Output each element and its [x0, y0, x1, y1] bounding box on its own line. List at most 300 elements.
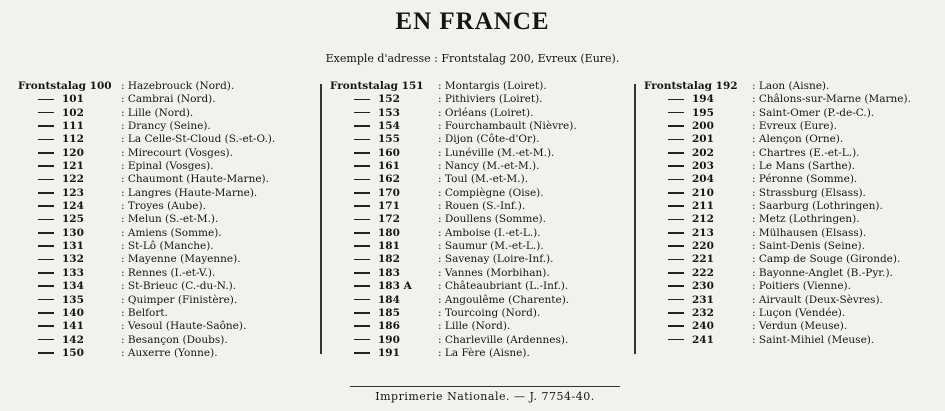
ditto-dash — [668, 205, 684, 207]
ditto-dash — [668, 125, 684, 127]
stalag-entry — [644, 107, 944, 120]
ditto-dash — [668, 325, 684, 327]
stalag-entry — [18, 187, 318, 200]
stalag-number: 222 — [692, 266, 714, 279]
ditto-mark — [18, 253, 121, 266]
stalag-entry — [644, 294, 944, 307]
stalag-entry — [330, 160, 630, 173]
stalag-location: : Strassburg (Elsass). — [752, 186, 866, 199]
stalag-entry — [18, 160, 318, 173]
column-divider — [634, 84, 636, 354]
stalag-number: 211 — [692, 200, 714, 213]
stalag-entry — [330, 200, 630, 213]
stalag-entry — [644, 80, 944, 93]
stalag-location: : Camp de Souge (Gironde). — [752, 253, 901, 266]
stalag-number: 134 — [62, 280, 84, 293]
stalag-number: 130 — [62, 226, 84, 239]
stalag-number: 210 — [692, 186, 714, 199]
stalag-location: : Quimper (Finistère). — [121, 293, 238, 306]
ditto-dash — [668, 285, 684, 287]
stalag-location: : Angoulême (Charente). — [438, 293, 570, 306]
column-2 — [330, 80, 630, 360]
stalag-number: 132 — [62, 253, 84, 266]
ditto-mark — [330, 160, 438, 173]
ditto-mark — [644, 213, 752, 226]
stalag-number: 213 — [692, 226, 714, 239]
stalag-entry — [18, 147, 318, 160]
stalag-location: : Verdun (Meuse). — [752, 320, 848, 333]
stalag-location: : Drancy (Seine). — [121, 120, 211, 133]
stalag-number: 191 — [378, 346, 400, 359]
stalag-number: 185 — [378, 306, 400, 319]
stalag-number: 152 — [378, 93, 400, 106]
stalag-location: : Saint-Omer (P.-de-C.). — [752, 106, 875, 119]
stalag-entry — [18, 267, 318, 280]
stalag-location: : Lunéville (M.-et-M.). — [438, 146, 555, 159]
stalag-location: : Langres (Haute-Marne). — [121, 186, 258, 199]
stalag-location: : Saumur (M.-et-L.). — [438, 240, 544, 253]
stalag-number: 232 — [692, 306, 714, 319]
stalag-entry — [644, 267, 944, 280]
stalag-number: 141 — [62, 320, 84, 333]
stalag-number: 124 — [62, 200, 84, 213]
stalag-entry — [18, 200, 318, 213]
ditto-dash — [38, 165, 54, 167]
ditto-mark — [330, 187, 438, 200]
stalag-entry — [644, 120, 944, 133]
stalag-location: : Pithiviers (Loiret). — [438, 93, 543, 106]
ditto-dash — [668, 339, 684, 341]
ditto-dash — [38, 325, 54, 327]
stalag-entry — [330, 253, 630, 266]
stalag-location: : Poitiers (Vienne). — [752, 280, 851, 293]
stalag-entry — [18, 120, 318, 133]
stalag-location: : Belfort. — [121, 306, 168, 319]
stalag-number: 171 — [378, 200, 400, 213]
ditto-dash — [38, 285, 54, 287]
ditto-dash — [38, 179, 54, 181]
stalag-location: : Saint-Denis (Seine). — [752, 240, 865, 253]
stalag-entry — [644, 307, 944, 320]
stalag-location: : La Celle-St-Cloud (S.-et-O.). — [121, 133, 276, 146]
stalag-number: 230 — [692, 280, 714, 293]
ditto-dash — [354, 245, 370, 247]
ditto-mark — [644, 334, 752, 347]
stalag-location: : Airvault (Deux-Sèvres). — [752, 293, 883, 306]
stalag-number: 120 — [62, 146, 84, 159]
stalag-number: 170 — [378, 186, 400, 199]
ditto-dash — [668, 232, 684, 234]
ditto-dash — [668, 259, 684, 261]
ditto-mark — [18, 240, 121, 253]
ditto-mark — [330, 294, 438, 307]
stalag-entry — [644, 173, 944, 186]
ditto-dash — [38, 219, 54, 221]
stalag-entry — [330, 173, 630, 186]
stalag-number: 161 — [378, 160, 400, 173]
ditto-dash — [38, 245, 54, 247]
stalag-entry — [18, 93, 318, 106]
ditto-mark — [644, 240, 752, 253]
stalag-entry — [330, 133, 630, 146]
stalag-entry — [330, 213, 630, 226]
stalag-location: : Saarburg (Lothringen). — [752, 200, 883, 213]
stalag-location: : St-Lô (Manche). — [121, 240, 214, 253]
stalag-location: : Amboise (I.-et-L.). — [438, 226, 541, 239]
address-example: Exemple d'adresse : Frontstalag 200, Evreux (Eure). — [325, 52, 620, 65]
ditto-mark — [330, 213, 438, 226]
ditto-dash — [354, 299, 370, 301]
stalag-location: : Charleville (Ardennes). — [438, 333, 569, 346]
frontstalag-prefix: Frontstalag 192 — [644, 80, 738, 92]
ditto-dash — [354, 139, 370, 141]
stalag-number: 140 — [62, 306, 84, 319]
stalag-entry — [18, 173, 318, 186]
stalag-location: : Mirecourt (Vosges). — [121, 146, 233, 159]
ditto-dash — [354, 125, 370, 127]
ditto-mark — [330, 267, 438, 280]
stalag-location: : Lille (Nord). — [438, 320, 511, 333]
stalag-entry — [18, 307, 318, 320]
ditto-mark — [18, 173, 121, 186]
stalag-number: 155 — [378, 133, 400, 146]
ditto-dash — [38, 192, 54, 194]
ditto-dash — [38, 205, 54, 207]
ditto-mark — [18, 267, 121, 280]
ditto-mark — [644, 200, 752, 213]
ditto-mark — [644, 133, 752, 146]
stalag-entry — [644, 240, 944, 253]
stalag-location: : Chartres (E.-et-L.). — [752, 146, 860, 159]
stalag-entry — [18, 133, 318, 146]
ditto-dash — [668, 245, 684, 247]
stalag-location: : Toul (M.-et-M.). — [438, 173, 529, 186]
ditto-dash — [354, 219, 370, 221]
stalag-entry — [18, 240, 318, 253]
stalag-entry — [644, 160, 944, 173]
ditto-dash — [354, 259, 370, 261]
stalag-number: 142 — [62, 333, 84, 346]
stalag-entry — [330, 347, 630, 360]
stalag-location: : Amiens (Somme). — [121, 226, 222, 239]
stalag-entry — [330, 187, 630, 200]
ditto-dash — [38, 232, 54, 234]
ditto-dash — [354, 179, 370, 181]
stalag-location: : Luçon (Vendée). — [752, 306, 846, 319]
stalag-location: : Hazebrouck (Nord). — [121, 80, 235, 92]
stalag-number: 186 — [378, 320, 400, 333]
ditto-dash — [354, 192, 370, 194]
stalag-number: 111 — [62, 120, 84, 133]
ditto-dash — [668, 179, 684, 181]
stalag-location: : Laon (Aisne). — [752, 80, 830, 92]
stalag-number: 231 — [692, 293, 714, 306]
ditto-dash — [668, 139, 684, 141]
ditto-dash — [38, 99, 54, 101]
ditto-mark — [330, 93, 438, 106]
column-1 — [18, 80, 318, 360]
stalag-location: : Tourcoing (Nord). — [438, 306, 541, 319]
stalag-entry — [18, 320, 318, 333]
ditto-dash — [668, 112, 684, 114]
stalag-number: 184 — [378, 293, 400, 306]
ditto-dash — [38, 312, 54, 314]
stalag-entry — [330, 334, 630, 347]
stalag-location: : Rouen (S.-Inf.). — [438, 200, 526, 213]
stalag-location: : Metz (Lothringen). — [752, 213, 860, 226]
ditto-mark — [644, 320, 752, 333]
ditto-dash — [668, 312, 684, 314]
stalag-entry — [18, 280, 318, 293]
printer-footer: Imprimerie Nationale. — J. 7754-40. — [350, 386, 620, 403]
stalag-location: : Dijon (Côte-d'Or). — [438, 133, 540, 146]
ditto-dash — [354, 205, 370, 207]
stalag-location: : Mülhausen (Elsass). — [752, 226, 867, 239]
ditto-mark — [644, 280, 752, 293]
ditto-mark — [18, 347, 121, 360]
ditto-mark — [644, 173, 752, 186]
stalag-number: 202 — [692, 146, 714, 159]
stalag-number: 183 — [378, 266, 400, 279]
stalag-entry — [18, 347, 318, 360]
ditto-mark — [644, 187, 752, 200]
stalag-entry — [644, 213, 944, 226]
ditto-mark — [644, 160, 752, 173]
ditto-dash — [38, 112, 54, 114]
ditto-mark — [330, 334, 438, 347]
stalag-entry — [330, 294, 630, 307]
stalag-location: : Chaumont (Haute-Marne). — [121, 173, 269, 186]
ditto-mark — [644, 267, 752, 280]
ditto-mark — [330, 227, 438, 240]
stalag-location: : Epinal (Vosges). — [121, 160, 214, 173]
stalag-number: 122 — [62, 173, 84, 186]
stalag-location: : Orléans (Loiret). — [438, 106, 534, 119]
ditto-mark — [330, 307, 438, 320]
stalag-entry — [330, 307, 630, 320]
stalag-location: : Péronne (Somme). — [752, 173, 858, 186]
stalag-location: : St-Brieuc (C.-du-N.). — [121, 280, 237, 293]
ditto-mark — [330, 200, 438, 213]
stalag-number: 135 — [62, 293, 84, 306]
stalag-number: 151 — [401, 80, 424, 92]
ditto-mark — [330, 280, 438, 293]
stalag-location: : Cambrai (Nord). — [121, 93, 216, 106]
stalag-location: : Auxerre (Yonne). — [121, 346, 218, 359]
ditto-mark — [644, 294, 752, 307]
stalag-entry — [644, 147, 944, 160]
ditto-mark — [18, 133, 121, 146]
stalag-number: 172 — [378, 213, 400, 226]
ditto-mark — [644, 147, 752, 160]
stalag-number: 180 — [378, 226, 400, 239]
stalag-entry — [330, 80, 630, 93]
frontstalag-prefix: Frontstalag 100 — [18, 80, 112, 92]
stalag-number: 123 — [62, 186, 84, 199]
stalag-location: : Nancy (M.-et-M.). — [438, 160, 540, 173]
ditto-dash — [38, 352, 54, 354]
stalag-number: 125 — [62, 213, 84, 226]
ditto-dash — [668, 192, 684, 194]
ditto-mark — [644, 120, 752, 133]
stalag-location: : Besançon (Doubs). — [121, 333, 228, 346]
stalag-location: : Châlons-sur-Marne (Marne). — [752, 93, 911, 106]
ditto-mark — [644, 93, 752, 106]
stalag-entry — [644, 280, 944, 293]
stalag-location: : Vannes (Morbihan). — [438, 266, 550, 279]
ditto-mark — [18, 93, 121, 106]
stalag-location: : La Fère (Aisne). — [438, 346, 530, 359]
stalag-number: 101 — [62, 93, 84, 106]
stalag-number: 240 — [692, 320, 714, 333]
stalag-number: 212 — [692, 213, 714, 226]
column-3 — [644, 80, 944, 347]
stalag-location: : Châteaubriant (L.-Inf.). — [438, 280, 569, 293]
ditto-mark — [330, 320, 438, 333]
ditto-mark — [18, 120, 121, 133]
ditto-mark — [18, 160, 121, 173]
ditto-dash — [38, 299, 54, 301]
stalag-number: 160 — [378, 146, 400, 159]
stalag-entry — [644, 253, 944, 266]
ditto-dash — [668, 152, 684, 154]
stalag-location: : Le Mans (Sarthe). — [752, 160, 856, 173]
stalag-number: 112 — [62, 133, 84, 146]
ditto-mark — [330, 133, 438, 146]
ditto-mark — [18, 294, 121, 307]
page-title: EN FRANCE — [395, 8, 550, 35]
stalag-number: 221 — [692, 253, 714, 266]
stalag-number: 162 — [378, 173, 400, 186]
ditto-mark — [330, 107, 438, 120]
stalag-location: : Doullens (Somme). — [438, 213, 546, 226]
stalag-number: 153 — [378, 106, 400, 119]
stalag-entry — [330, 147, 630, 160]
stalag-entry — [644, 227, 944, 240]
ditto-mark — [330, 253, 438, 266]
stalag-entry — [18, 253, 318, 266]
ditto-dash — [354, 312, 370, 314]
ditto-mark — [18, 107, 121, 120]
ditto-dash — [354, 285, 370, 287]
ditto-dash — [354, 352, 370, 354]
stalag-number: 100 — [89, 80, 112, 92]
stalag-entry — [644, 334, 944, 347]
stalag-number: 131 — [62, 240, 84, 253]
stalag-entry — [18, 107, 318, 120]
ditto-dash — [354, 232, 370, 234]
ditto-dash — [668, 299, 684, 301]
ditto-mark — [18, 320, 121, 333]
stalag-entry — [330, 120, 630, 133]
stalag-number: 201 — [692, 133, 714, 146]
stalag-number: 220 — [692, 240, 714, 253]
stalag-number: 241 — [692, 333, 714, 346]
stalag-number: 183 A — [378, 280, 412, 293]
ditto-mark — [644, 227, 752, 240]
ditto-mark — [18, 280, 121, 293]
stalag-number: 200 — [692, 120, 714, 133]
stalag-entry — [330, 227, 630, 240]
stalag-entry — [330, 240, 630, 253]
stalag-location: : Savenay (Loire-Inf.). — [438, 253, 554, 266]
ditto-mark — [644, 107, 752, 120]
stalag-number: 181 — [378, 240, 400, 253]
stalag-entry — [644, 93, 944, 106]
ditto-mark — [18, 227, 121, 240]
stalag-entry — [18, 80, 318, 93]
stalag-number: 203 — [692, 160, 714, 173]
ditto-dash — [668, 99, 684, 101]
stalag-location: : Melun (S.-et-M.). — [121, 213, 219, 226]
ditto-dash — [38, 139, 54, 141]
stalag-entry — [330, 267, 630, 280]
ditto-mark — [18, 334, 121, 347]
stalag-number: 190 — [378, 333, 400, 346]
stalag-location: : Montargis (Loiret). — [438, 80, 547, 92]
stalag-location: : Troyes (Aube). — [121, 200, 206, 213]
stalag-location: : Alençon (Orne). — [752, 133, 844, 146]
ditto-mark — [330, 147, 438, 160]
stalag-entry — [644, 320, 944, 333]
stalag-entry — [644, 133, 944, 146]
stalag-number: 150 — [62, 346, 84, 359]
ditto-dash — [38, 152, 54, 154]
ditto-mark — [330, 120, 438, 133]
ditto-dash — [354, 339, 370, 341]
stalag-number: 204 — [692, 173, 714, 186]
stalag-location: : Bayonne-Anglet (B.-Pyr.). — [752, 266, 893, 279]
stalag-number: 195 — [692, 106, 714, 119]
ditto-dash — [354, 99, 370, 101]
stalag-entry — [330, 320, 630, 333]
stalag-number: 102 — [62, 106, 84, 119]
ditto-dash — [354, 112, 370, 114]
stalag-location: : Rennes (I.-et-V.). — [121, 266, 216, 279]
stalag-location: : Evreux (Eure). — [752, 120, 837, 133]
stalag-location: : Vesoul (Haute-Saône). — [121, 320, 247, 333]
stalag-number: 194 — [692, 93, 714, 106]
ditto-dash — [38, 339, 54, 341]
stalag-location: : Compiègne (Oise). — [438, 186, 544, 199]
stalag-entry — [18, 227, 318, 240]
ditto-dash — [668, 219, 684, 221]
stalag-number: 182 — [378, 253, 400, 266]
ditto-dash — [354, 325, 370, 327]
ditto-mark — [330, 347, 438, 360]
ditto-dash — [38, 259, 54, 261]
ditto-dash — [354, 165, 370, 167]
stalag-entry — [644, 200, 944, 213]
ditto-mark — [18, 187, 121, 200]
stalag-number: 133 — [62, 266, 84, 279]
ditto-dash — [668, 272, 684, 274]
ditto-mark — [18, 200, 121, 213]
ditto-mark — [330, 173, 438, 186]
stalag-location: : Saint-Mihiel (Meuse). — [752, 333, 875, 346]
ditto-dash — [668, 165, 684, 167]
ditto-mark — [18, 213, 121, 226]
stalag-entry — [644, 187, 944, 200]
stalag-entry — [330, 107, 630, 120]
ditto-mark — [18, 147, 121, 160]
stalag-entry — [18, 334, 318, 347]
ditto-dash — [354, 152, 370, 154]
ditto-mark — [644, 253, 752, 266]
ditto-mark — [18, 307, 121, 320]
stalag-number: 154 — [378, 120, 400, 133]
ditto-mark — [644, 307, 752, 320]
